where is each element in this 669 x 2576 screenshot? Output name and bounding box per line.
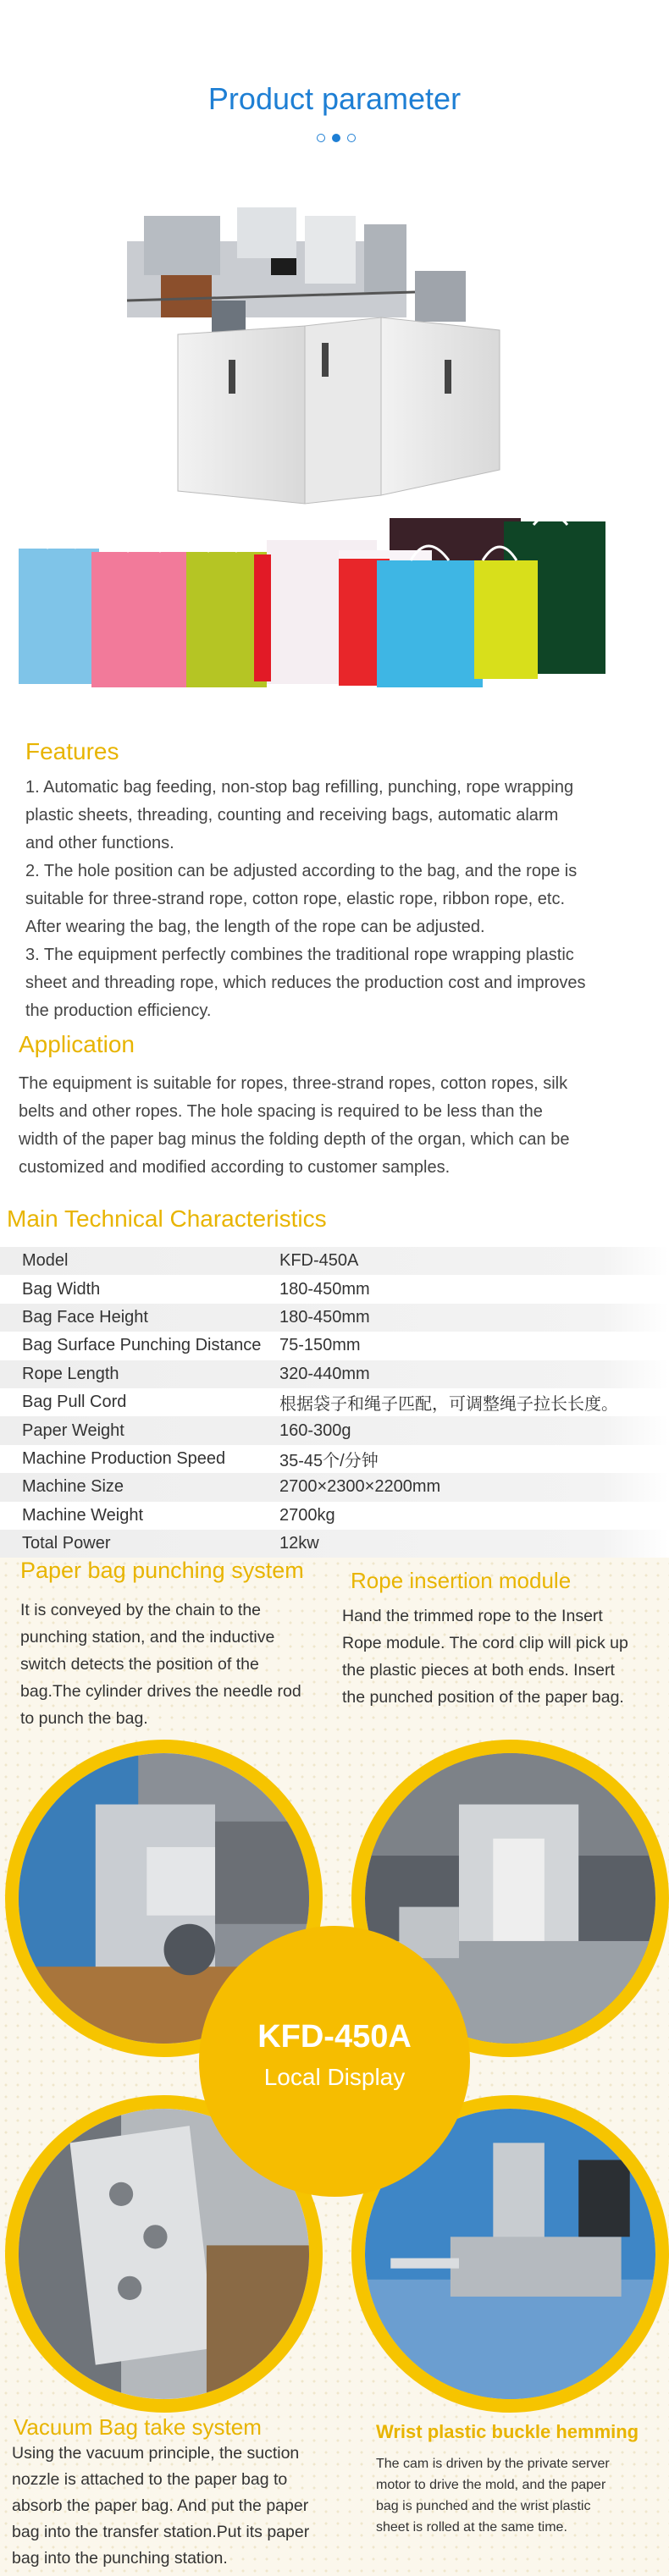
punching-line: bag.The cylinder drives the needle rod [20, 1682, 301, 1701]
wrist-line: sheet is rolled at the same time. [376, 2520, 567, 2535]
vacuum-text [12, 2441, 359, 2572]
table-row [0, 1360, 669, 1388]
wrist-line: bag is punched and the wrist plastic [376, 2499, 591, 2513]
spec-key: Bag Face Height [22, 1307, 148, 1327]
spec-value: 75-150mm [279, 1336, 361, 1355]
table-row [0, 1416, 669, 1444]
rope-line: Rope module. The cord clip will pick up [342, 1634, 628, 1652]
punching-line: punching station, and the inductive [20, 1628, 275, 1647]
table-row [0, 1332, 669, 1360]
spec-key: Paper Weight [22, 1420, 124, 1440]
rope-line: Hand the trimmed rope to the Insert [342, 1607, 603, 1625]
page-title: Product parameter [207, 81, 462, 116]
machine-image [110, 190, 550, 512]
center-model: KFD-450A [257, 2019, 412, 2055]
carousel-dot-2[interactable] [332, 134, 340, 142]
rope-text [342, 1602, 669, 1711]
table-row [0, 1502, 669, 1530]
features-line: After wearing the bag, the length of the rope can be adjusted. [25, 918, 485, 936]
punching-line: switch detects the position of the [20, 1655, 259, 1674]
center-subtitle: Local Display [263, 2064, 406, 2090]
table-row [0, 1247, 669, 1275]
features-line: plastic sheets, threading, counting and receiving bags, automatic alarm [25, 806, 559, 825]
features-line: the production efficiency. [25, 1001, 212, 1020]
punching-line: It is conveyed by the chain to the [20, 1601, 262, 1619]
vacuum-line: Using the vacuum principle, the suction [12, 2444, 300, 2463]
table-row [0, 1275, 669, 1303]
features-line: 3. The equipment perfectly combines the traditional rope wrapping plastic [25, 946, 574, 964]
punching-line: to punch the bag. [20, 1709, 148, 1728]
wrist-line: The cam is driven by the private server [376, 2457, 610, 2471]
spec-value: 12kw [279, 1534, 319, 1553]
spec-value: 2700×2300×2200mm [279, 1477, 441, 1497]
rope-line: the plastic pieces at both ends. Insert [342, 1661, 615, 1680]
carousel-dot-3[interactable] [347, 134, 356, 142]
features-title: Features [25, 738, 119, 764]
punching-text [20, 1597, 351, 1732]
wrist-title: Wrist plastic buckle hemming [376, 2421, 639, 2442]
features-line: suitable for three-strand rope, cotton rope, elastic rope, ribbon rope, etc. [25, 890, 566, 908]
application-line: width of the paper bag minus the folding depth of the organ, which can be [19, 1130, 570, 1149]
spec-value: 180-450mm [279, 1307, 370, 1327]
table-row [0, 1304, 669, 1332]
application-text [19, 1070, 669, 1182]
application-line: The equipment is suitable for ropes, three-strand ropes, cotton ropes, silk [19, 1074, 568, 1093]
table-row [0, 1473, 669, 1501]
features-line: and other functions. [25, 834, 174, 852]
application-line: customized and modified according to customer samples. [19, 1158, 451, 1177]
rope-line: the punched position of the paper bag. [342, 1688, 624, 1707]
spec-key: Model [22, 1251, 69, 1271]
table-row [0, 1530, 669, 1558]
spec-key: Bag Width [22, 1279, 101, 1299]
carousel-dot-1[interactable] [317, 134, 325, 142]
table-row [0, 1445, 669, 1473]
vacuum-line: bag into the transfer station.Put its paper [12, 2523, 310, 2541]
wrist-line: motor to drive the mold, and the paper [376, 2478, 606, 2492]
spec-key: Machine Weight [22, 1505, 144, 1525]
table-row [0, 1388, 669, 1416]
punching-title: Paper bag punching system [20, 1558, 304, 1583]
spec-table [0, 1247, 669, 1558]
wrist-text [376, 2453, 669, 2538]
paper-bags-image [0, 508, 669, 694]
spec-value: 根据袋子和绳子匹配，可调整绳子拉长长度。 [279, 1395, 618, 1415]
spec-value: 320-440mm [279, 1364, 370, 1383]
spec-value: KFD-450A [279, 1251, 359, 1271]
vacuum-line: nozzle is attached to the paper bag to [12, 2470, 288, 2489]
application-title: Application [19, 1031, 135, 1057]
features-line: sheet and threading rope, which reduces the production cost and improves [25, 974, 586, 992]
spec-value: 180-450mm [279, 1279, 370, 1299]
rope-title: Rope insertion module [351, 1568, 572, 1593]
vacuum-title: Vacuum Bag take system [14, 2414, 262, 2440]
features-line: 2. The hole position can be adjusted according to the bag, and the rope is [25, 862, 578, 880]
spec-value: 160-300g [279, 1420, 351, 1440]
vacuum-line: absorb the paper bag. And put the paper [12, 2496, 309, 2515]
features-line: 1. Automatic bag feeding, non-stop bag refilling, punching, rope wrapping [25, 778, 574, 797]
features-text [25, 774, 669, 1025]
application-line: belts and other ropes. The hole spacing is required to be less than the [19, 1102, 543, 1121]
tech-title: Main Technical Characteristics [7, 1205, 327, 1232]
spec-value: 2700kg [279, 1505, 335, 1525]
spec-key: Bag Surface Punching Distance [22, 1336, 262, 1355]
spec-value: 35-45个/分钟 [279, 1451, 379, 1470]
vacuum-line: bag into the punching station. [12, 2549, 228, 2568]
spec-key: Bag Pull Cord [22, 1393, 127, 1412]
spec-key: Rope Length [22, 1364, 119, 1383]
center-badge [199, 1926, 470, 2197]
spec-key: Machine Size [22, 1477, 124, 1497]
spec-key: Machine Production Speed [22, 1448, 226, 1468]
spec-key: Total Power [22, 1534, 111, 1553]
